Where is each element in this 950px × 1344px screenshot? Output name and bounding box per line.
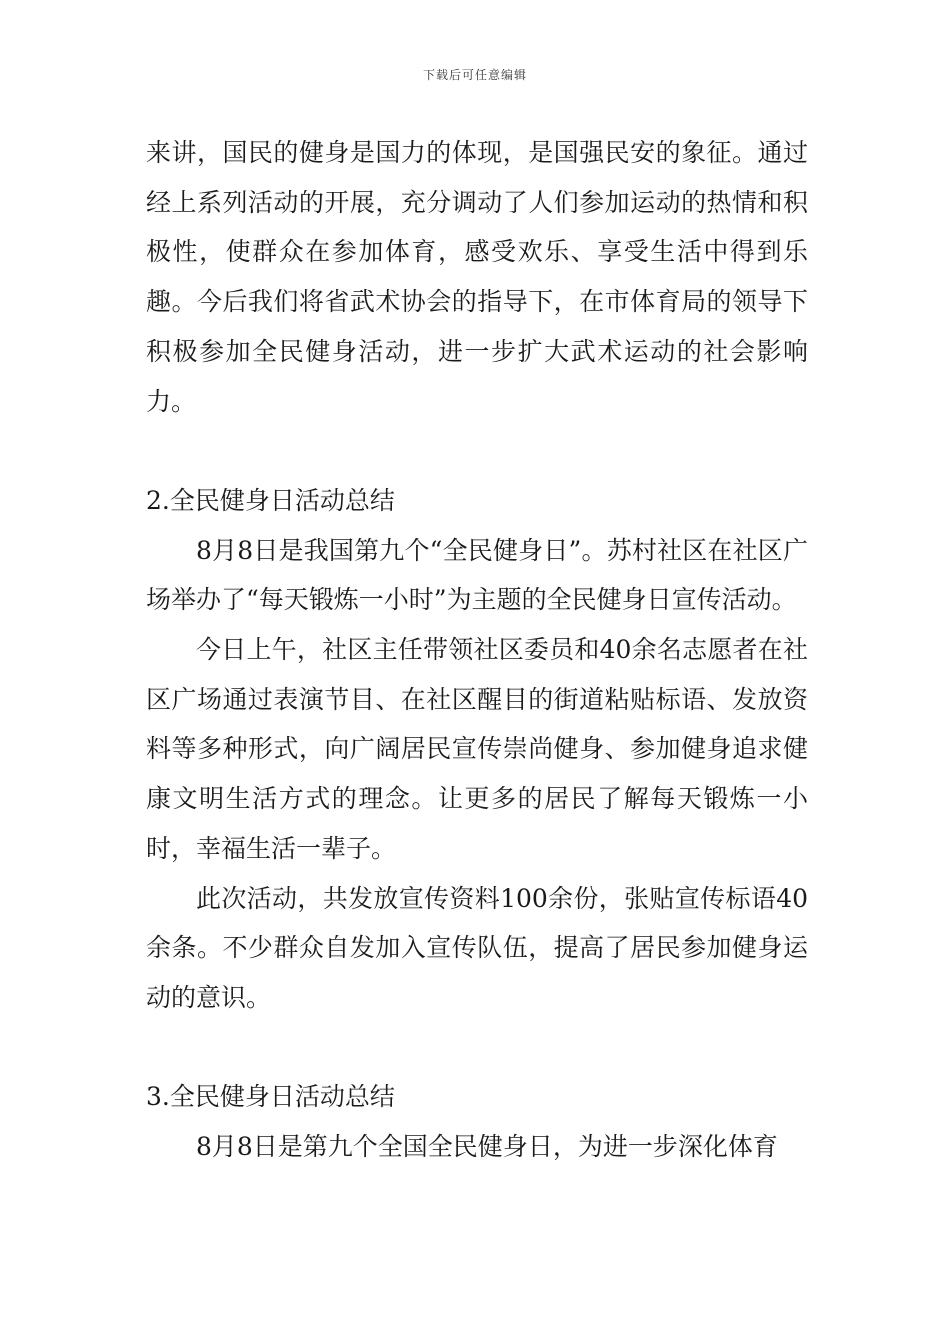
section-spacer: [146, 426, 808, 476]
section-heading: 3.全民健身日活动总结: [146, 1082, 395, 1112]
body-paragraph: 8月8日是我国第九个“全民健身日”。苏村社区在社区广场举办了“每天锻炼一小时”为主题的全民健身日宣传活动。: [146, 535, 808, 615]
body-paragraph: 8月8日是第九个全国全民健身日，为进一步深化体育: [196, 1132, 778, 1162]
section-heading: 2.全民健身日活动总结: [146, 485, 395, 515]
document-body: [146, 128, 808, 1172]
body-paragraph: 此次活动，共发放宣传资料100余份，张贴宣传标语40余条。不少群众自发加入宣传队伍，提高了居民参加健身运动的意识。: [146, 883, 808, 1012]
page-header-note: 下载后可任意编辑: [422, 68, 527, 82]
body-paragraph: 来讲，国民的健身是国力的体现，是国强民安的象征。通过经上系列活动的开展，充分调动了人们参加运动的热情和积极性，使群众在参加体育，感受欢乐、享受生活中得到乐趣。今后我们将省武术协会的指导下，在市体育局的领导下积极参加全民健身活动，进一步扩大武术运动的社会影响力。: [146, 138, 808, 416]
section-spacer: [146, 1023, 808, 1073]
body-paragraph: 今日上午，社区主任带领社区委员和40余名志愿者在社区广场通过表演节目、在社区醒目的街道粘贴标语、发放资料等多种形式，向广阔居民宣传崇尚健身、参加健身追求健康文明生活方式的理念。让更多的居民了解每天锻炼一小时，幸福生活一辈子。: [146, 635, 808, 863]
